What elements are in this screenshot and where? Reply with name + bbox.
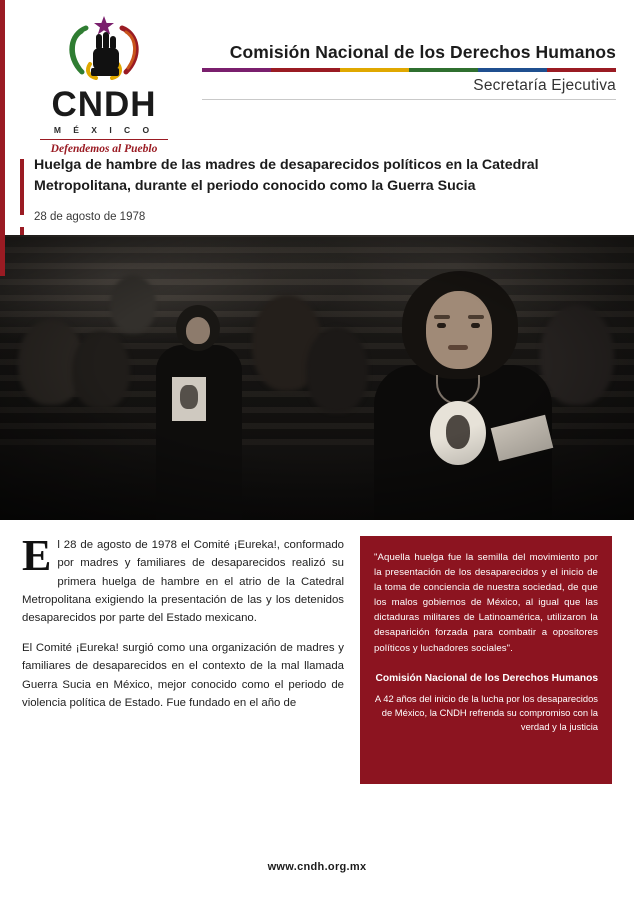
photo-vignette <box>0 235 634 520</box>
header-title: Comisión Nacional de los Derechos Humanos <box>229 42 616 62</box>
logo-acronym: CNDH <box>51 85 157 124</box>
section-accent-bar <box>0 0 5 276</box>
title-accent-bar <box>20 159 24 215</box>
pull-quote-text: "Aquella huelga fue la semilla del movimiento por la presentación de los desaparecidos y el inicio de la toma de conciencia de nuestra sociedad, de que los malos gobiernos de México, al igual que las dictaduras militares de Latinoamérica, utilizaron la desaparición forzada para combatir a opositores políticos y luchadores sociales". <box>374 551 598 654</box>
pull-quote-note: A 42 años del inicio de la lucha por los desaparecidos de México, la CNDH refrenda su compromiso con la verdad y la justicia <box>374 692 598 733</box>
article-dropcap: E <box>22 530 52 580</box>
raised-fist-laurel-emblem-icon <box>56 14 152 86</box>
cndh-logo <box>18 10 190 155</box>
logo-divider <box>40 139 168 140</box>
header-subtitle-divider <box>202 99 616 100</box>
page-title: Huelga de hambre de las madres de desaparecidos políticos en la Catedral Metropolitana, durante el periodo conocido como la Guerra Sucia <box>34 157 539 195</box>
page-footer <box>0 836 634 898</box>
article-paragraph-1-text: l 28 de agosto de 1978 el Comité ¡Eureka!, conformado por madres y familiares de desaparecidos realizó su primera huelga de hambre en el atrio de la Catedral Metropolitana exigiendo la presentación de las y los detenidos desaparecidos por parte del Estado mexicano. <box>22 538 344 625</box>
header-text-block <box>190 10 616 100</box>
pull-quote-box <box>360 536 612 784</box>
feature-photograph <box>0 235 634 520</box>
header-color-bars <box>202 68 616 72</box>
article-section <box>0 520 634 782</box>
logo-tagline: Defendemos al Pueblo <box>50 143 158 155</box>
pull-quote-attribution: Comisión Nacional de los Derechos Humanos <box>375 672 598 684</box>
article-paragraph-1 <box>22 530 344 628</box>
page-header <box>0 0 634 155</box>
footer-website-url[interactable]: www.cndh.org.mx <box>267 861 367 873</box>
article-text <box>22 530 344 782</box>
logo-country: M É X I C O <box>53 125 155 135</box>
title-block <box>0 145 634 235</box>
document-date: 28 de agosto de 1978 <box>34 210 146 223</box>
header-subtitle: Secretaría Ejecutiva <box>473 77 616 95</box>
article-paragraph-2: El Comité ¡Eureka! surgió como una organización de madres y familiares de desaparecidos en el contexto de la mal llamada Guerra Sucia en México, mejor conocido como el periodo de violencia política de Estado. Fue fundado en el año de <box>22 641 344 710</box>
